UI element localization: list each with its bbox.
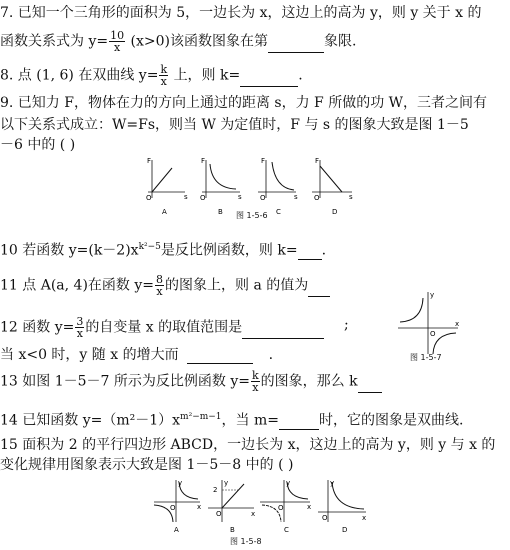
q7-line-1: 7. 已知一个三角形的面积为 5，一边长为 x，这边上的高为 y，则 y 关于 x 的 [0,5,482,21]
q8-frac-den: x [160,75,167,88]
q14-blank[interactable] [279,415,319,430]
figure-1-5-8-caption: 图 1-5-8 [230,537,262,546]
q13-frac-den: x [252,381,259,394]
graph15-a-axis-y: y [178,479,183,487]
q12-frac-num: 3 [76,315,84,328]
q8-end: . [298,67,303,84]
q13-blank[interactable] [358,378,382,393]
graph15-d-axis-x: x [362,514,367,522]
q8-text: 8. 点 (1, 6) 在双曲线 y= [0,67,159,84]
q7-blank[interactable] [268,38,324,53]
graph-a-axis-x: s [184,193,188,201]
graph-b-axis-y: F [201,157,206,165]
graph15-b-origin: O [216,510,222,518]
graph15-b-mark-2: 2 [213,486,218,494]
graph-d-label: D [332,208,338,216]
q10-blank[interactable] [298,245,322,260]
q10-text: 10 若函数 y=(k－2)x [0,242,139,259]
q15-line-1: 15 面积为 2 的平行四边形 ABCD，一边长为 x，这边上的高为 y，则 y 与 x 的 [0,437,496,453]
q9-line-2: 以下关系式成立：W=Fs，则当 W 为定值时，F 与 s 的图象大致是图 1－5 [0,117,469,133]
q7-fraction [109,30,125,53]
graph15-c-label: C [284,526,289,534]
graph-a [146,157,188,216]
q12-semicolon: ; [344,317,349,333]
fig157-origin: O [430,330,436,338]
q14-text-2: ，当 m= [221,412,279,429]
graph15-a-axis-x: x [197,503,202,511]
graph-c [258,157,298,216]
q10-exponent: k²−5 [138,242,161,252]
q8-fraction [159,64,168,87]
q10-end: . [321,242,327,259]
graph-b-label: B [218,208,223,216]
q7-frac-num: 10 [110,29,125,42]
q8-frac-num: k [160,63,168,76]
graph15-a-label: A [174,526,179,534]
graph-c-label: C [276,208,281,216]
q11-fraction [155,274,164,297]
q11-blank[interactable] [308,282,330,297]
q7-text-2: (x>0)该函数图象在第 [130,33,269,50]
q11-text: 11 点 A(a, 4)在函数 y= [0,277,154,294]
q12-fraction [75,316,84,339]
q13-text-2: 的图象，那么 k [260,373,358,390]
graph15-c [260,479,311,534]
q12-text-2: 的自变量 x 的取值范围是 [85,319,243,336]
figure-1-5-7-caption: 图 1-5-7 [410,353,442,362]
q12-blank-1[interactable] [242,324,324,339]
q12-line-2 [0,346,273,364]
q15-line-2: 变化规律用图象表示大致是图 1－5－8 中的 ( ) [0,457,294,473]
q11-frac-den: x [156,285,163,298]
graph15-d-origin: O [322,514,328,522]
graph-d-axis-y: F [315,157,320,165]
q7-text: 函数关系式为 y= [0,33,109,50]
fig157-axis-y: y [430,291,435,299]
q14-text-3: 时，它的图象是双曲线. [319,412,464,429]
graph-d [312,157,353,216]
graph-a-origin: O [146,194,152,202]
graph-b [200,157,242,216]
graph15-d [318,479,366,534]
figure-1-5-7 [394,288,464,360]
graph15-c-axis-x: x [307,503,312,511]
q8-blank[interactable] [240,72,298,87]
q10-text-2: 是反比例函数，则 k= [160,242,298,259]
graph-c-axis-x: s [294,193,298,201]
fig157-axis-x: x [455,320,460,328]
q14-exponent: m²−m−1 [180,412,222,422]
graph15-b [208,479,255,534]
graph15-a [154,479,201,534]
graph-b-axis-x: s [238,193,242,201]
q9-line-3: －6 中的 ( ) [0,137,76,153]
q11-line [0,274,330,297]
graph15-b-label: B [230,526,235,534]
q7-frac-den: x [113,41,121,54]
q13-line [0,370,382,393]
q14-text: 14 已知函数 y=（m²－1）x [0,412,181,429]
q8-line [0,64,303,87]
graph-a-label: A [162,208,167,216]
q8-text-2: 上，则 k= [173,67,241,84]
graph-d-origin: O [314,194,320,202]
q12-line-1 [0,316,324,339]
q7-text-3: 象限. [324,33,357,50]
graph15-b-axis-x: x [251,510,256,518]
graph15-c-axis-y: y [286,479,291,487]
q10-line [0,238,326,260]
q13-fraction [251,370,260,393]
q12-blank-2[interactable] [187,349,253,364]
q12-text-3: 当 x<0 时，y 随 x 的增大而 [0,347,179,363]
graph15-c-origin: O [278,504,284,512]
q14-line [0,408,463,430]
graph-b-origin: O [200,194,206,202]
q13-frac-num: k [251,369,259,382]
q13-text: 13 如图 1－5－7 所示为反比例函数 y= [0,373,250,390]
q9-line-1: 9. 已知力 F，物体在力的方向上通过的距离 s，力 F 所做的功 W，三者之间有 [0,95,488,111]
graph15-d-axis-y: y [330,479,335,487]
graph-d-axis-x: s [349,193,353,201]
graph15-a-origin: O [170,504,176,512]
q7-line-2 [0,30,356,53]
q11-text-2: 的图象上，则 a 的值为 [165,277,309,294]
graph-a-axis-y: F [147,157,152,165]
q12-frac-den: x [76,327,83,340]
graph-c-origin: O [260,194,266,202]
figure-1-5-8 [150,476,380,536]
graph15-b-axis-y: y [224,479,229,487]
graph15-d-label: D [342,526,348,534]
graph-c-axis-y: F [261,157,266,165]
q11-frac-num: 8 [156,273,163,286]
q12-end-2: . [268,347,274,363]
q12-text: 12 函数 y= [0,319,75,336]
figure-1-5-6-caption: 图 1-5-6 [236,211,268,220]
